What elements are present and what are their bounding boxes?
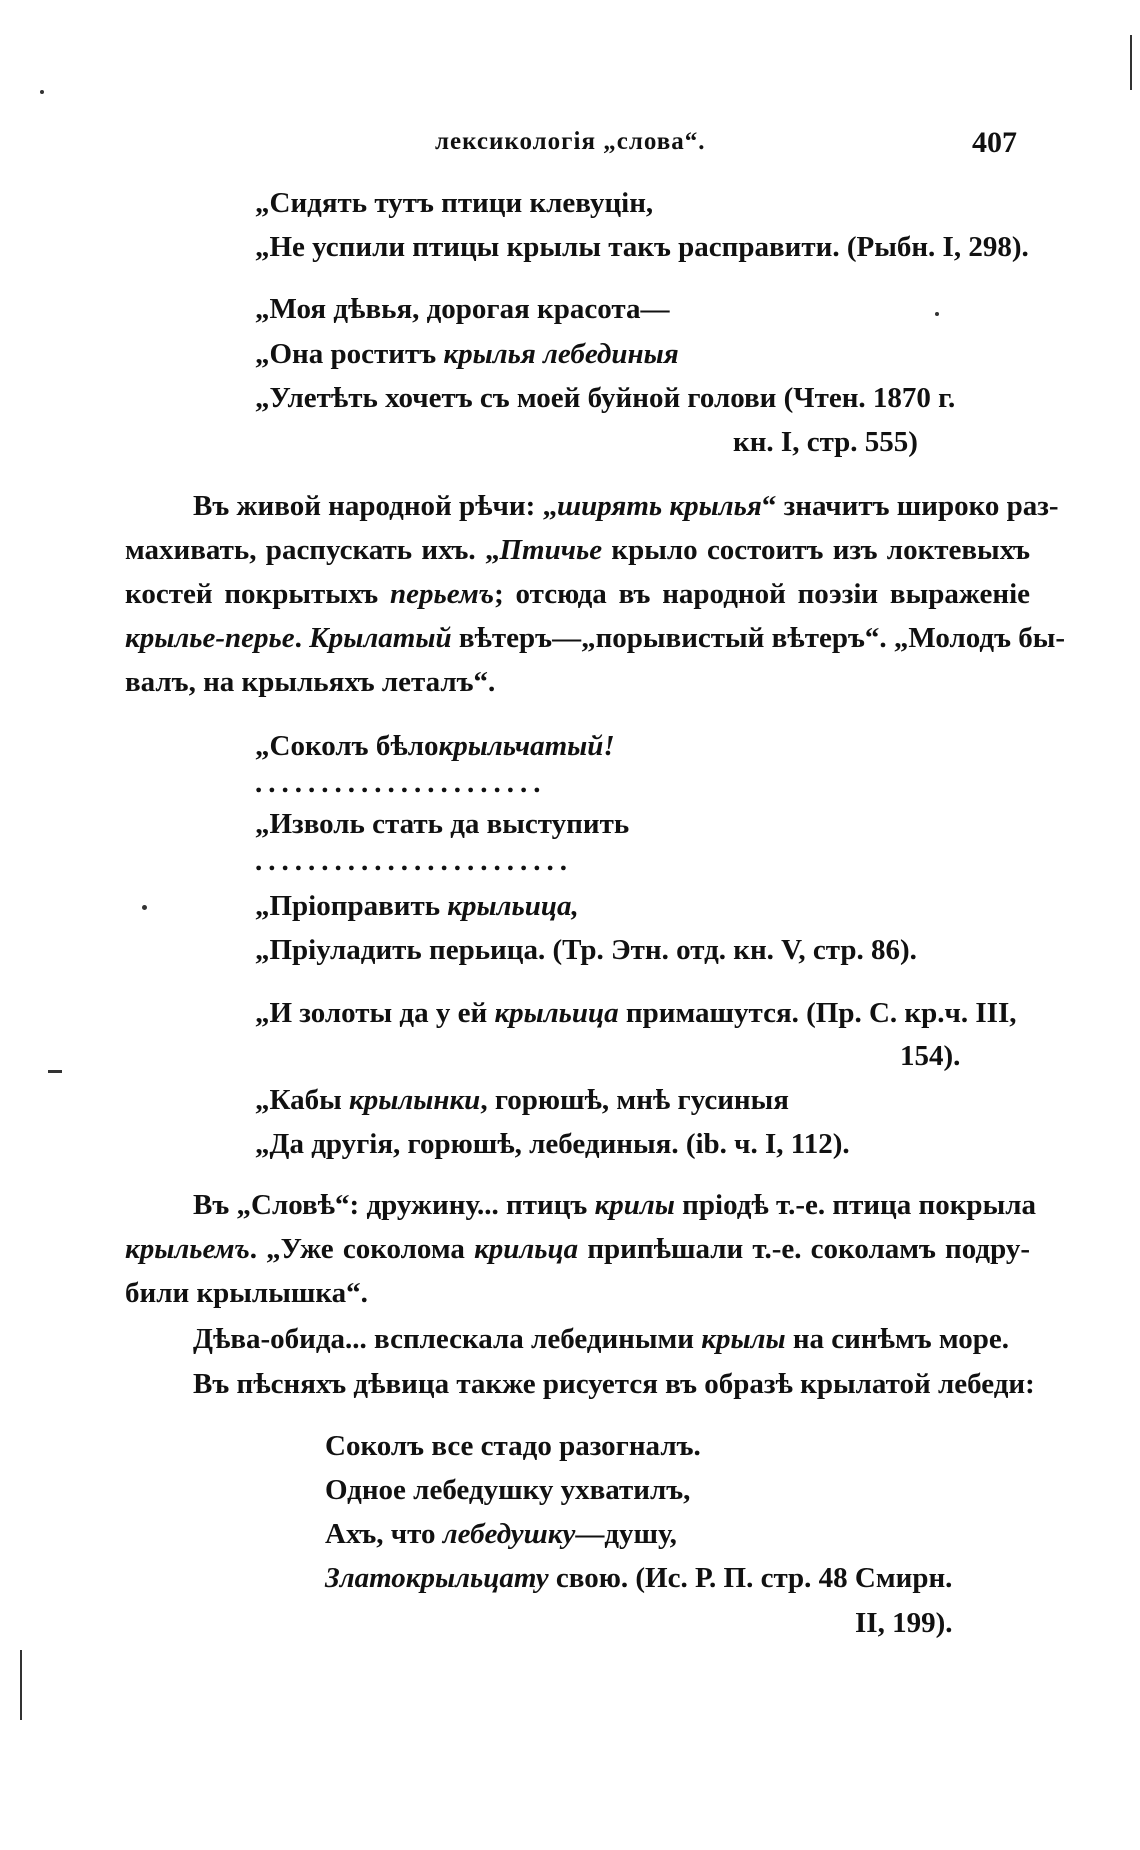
- paragraph3: Дѣва-обида... всплескала лебедиными крылы на синѣмъ море.: [193, 1323, 1010, 1355]
- quote5-line4: Златокрыльцату свою. (Ис. Р. П. стр. 48 Смирн.: [325, 1562, 953, 1594]
- paragraph2-line2: крыльемъ. „Уже соколома крильца припѣшали т.-е. соколамъ подру-: [125, 1233, 1030, 1265]
- page-number: 407: [972, 126, 1017, 159]
- paragraph1-line4: крылье-перье. Крылатый вѣтеръ—„порывистый вѣтеръ“. „Молодъ бы-: [125, 622, 1066, 654]
- running-title: лексикологія „слова“.: [435, 128, 706, 155]
- scan-edge-mark: [20, 1650, 22, 1720]
- scan-speck: [142, 905, 147, 910]
- ellipsis-row: ......................: [255, 767, 547, 799]
- scan-speck: [935, 312, 939, 316]
- scan-speck: [40, 90, 44, 94]
- paragraph1-line5: валъ, на крыльяхъ леталъ“.: [125, 666, 496, 698]
- quote2-line1: „Моя дѣвья, дорогая красота—: [255, 293, 670, 325]
- quote5-line2: Одное лебедушку ухватилъ,: [325, 1474, 691, 1506]
- scan-speck: [48, 1070, 62, 1073]
- quote2-line3: „Улетѣть хочетъ съ моей буйной голови (Чтен. 1870 г.: [255, 382, 956, 414]
- quote4-line3: „Да другія, горюшѣ, лебединыя. (ib. ч. I, 112).: [255, 1128, 850, 1160]
- quote3-line2: „Изволь стать да выступить: [255, 808, 630, 840]
- paragraph2-line3: били крылышка“.: [125, 1277, 368, 1309]
- quote5-line1: Соколъ все стадо разогналъ.: [325, 1430, 701, 1462]
- quote3-line1: „Соколъ бѣлокрыльчатый!: [255, 730, 615, 762]
- quote5-line3: Ахъ, что лебедушку—душу,: [325, 1518, 677, 1550]
- scan-edge-mark: [1130, 35, 1132, 90]
- paragraph1-line2: махивать, распускать ихъ. „Птичье крыло состоитъ изъ локтевыхъ: [125, 534, 1030, 566]
- quote4-line2: „Кабы крылынки, горюшѣ, мнѣ гусиныя: [255, 1084, 789, 1116]
- quote2-line2: „Она роститъ крылья лебединыя: [255, 338, 679, 370]
- quote4-line1: „И золоты да у ей крыльица примашутся. (Пр. С. кр.ч. III,: [255, 997, 1017, 1029]
- ellipsis-row: ........................: [255, 845, 573, 877]
- quote3-line4: „Пріуладить перьица. (Тр. Этн. отд. кн. V, стр. 86).: [255, 934, 917, 966]
- quote4-line1-cont: 154).: [900, 1040, 961, 1072]
- quote1-line1: „Сидять тутъ птици клевуцін,: [255, 187, 654, 219]
- quote3-line3: „Пріоправить крыльица,: [255, 890, 579, 922]
- paragraph2-line1: Въ „Словѣ“: дружину... птицъ крилы пріодѣ т.-е. птица покрыла: [193, 1189, 1036, 1221]
- running-header: [0, 128, 1140, 168]
- emphasis: крылья лебединыя: [443, 338, 679, 370]
- quote1-line2: „Не успили птицы крылы такъ расправити. (Рыбн. I, 298).: [255, 231, 1029, 263]
- quote2-line4: кн. I, стр. 555): [733, 426, 918, 458]
- paragraph4: Въ пѣсняхъ дѣвица также рисуется въ образѣ крылатой лебеди:: [193, 1368, 1035, 1400]
- paragraph1-line1: Въ живой народной рѣчи: „ширять крылья“ значитъ широко раз-: [193, 490, 1059, 522]
- quote5-line5: II, 199).: [855, 1607, 953, 1639]
- paragraph1-line3: костей покрытыхъ перьемъ; отсюда въ народной поэзіи выраженіе: [125, 578, 1030, 610]
